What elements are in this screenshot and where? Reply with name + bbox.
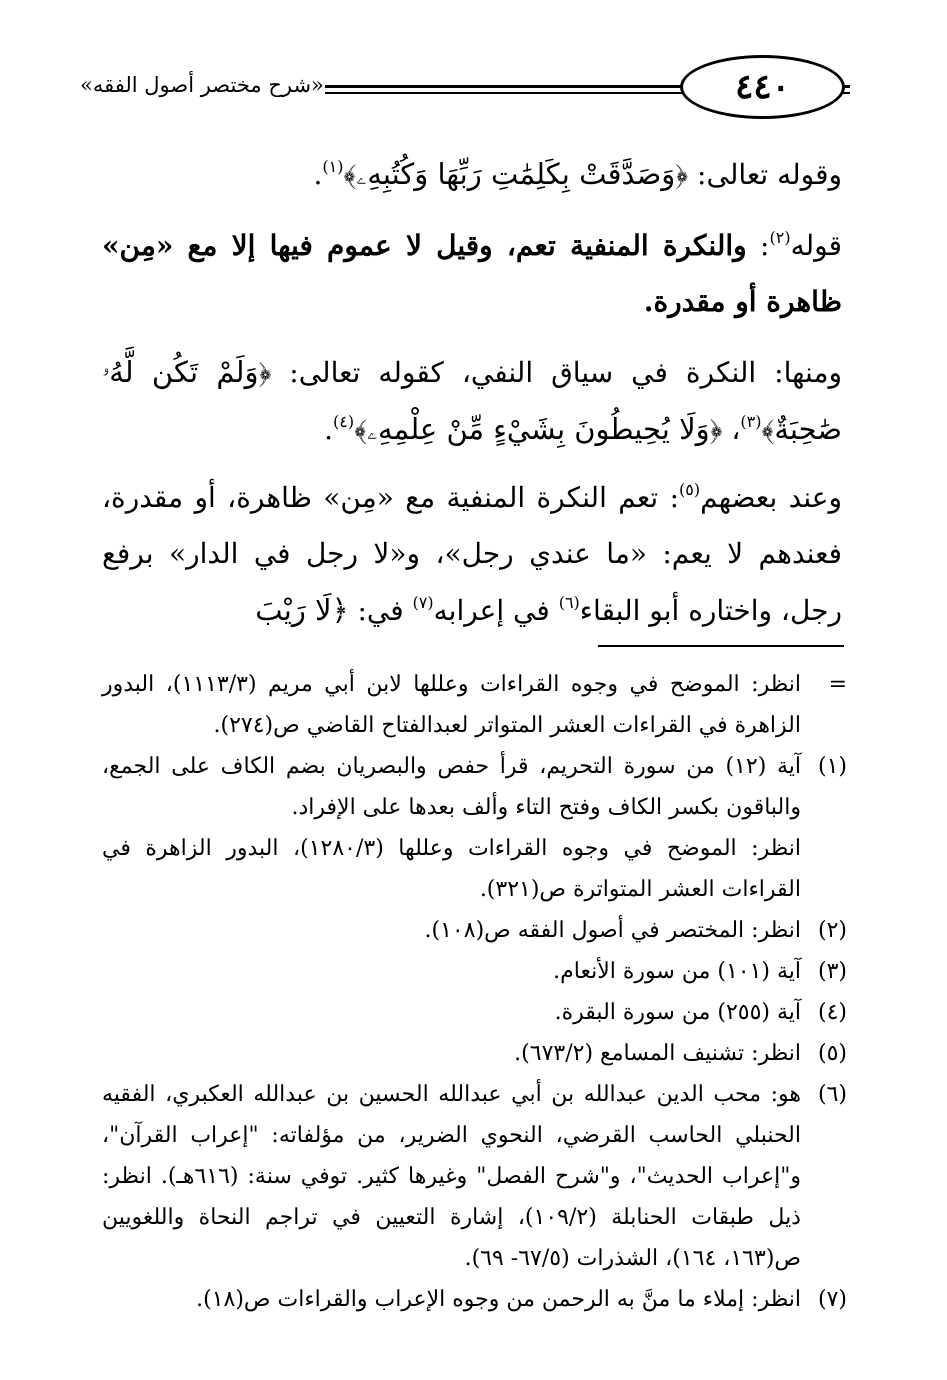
text: قوله	[790, 229, 842, 262]
footnote-line: انظر: الموضح في وجوه القراءات وعللها لابن أبي مريم (١١١٣/٣)، البدور الزاهرة في القراءات العشر المتواتر لعبدالفتاح القاضي ص(٢٧٤).	[102, 672, 801, 738]
page-number: ٤٤٠	[680, 55, 845, 119]
text: :	[746, 229, 770, 262]
footnote-number: =	[828, 672, 847, 697]
footnote-line: انظر: تشنيف المسامع (٦٧٣/٢).	[514, 1041, 801, 1066]
footnote-separator	[598, 645, 844, 647]
paragraph-2	[102, 218, 842, 330]
matn-text: والنكرة المنفية تعم، وقيل لا عموم فيها إلا مع «مِن» ظاهرة أو مقدرة.	[102, 229, 842, 318]
footnote-text	[102, 664, 801, 746]
paragraph-4	[102, 470, 842, 639]
footnote-line: هو: محب الدين عبدالله بن أبي عبدالله الحسين بن عبدالله العكبري، الفقيه الحنبلي الحاسب القرضي، النحوي الضرير، من مؤلفاته: "إعراب القرآن"، و"إعراب الحديث"، و"شرح الفصل" وغيرها كثير. توفي سنة: (٦١٦هـ). انظر: ذيل طبقات الحنابلة (١٠٩/٢)، إشارة التعيين في تراجم النحاة واللغويين ص(١٦٣، ١٦٤)، الشذرات (٦٧/٥- ٦٩).	[102, 1082, 801, 1271]
footnote-line: آية (١٢) من سورة التحريم، قرأ حفص والبصريان بضم الكاف على الجمع، والباقون بكسر الكاف وفتح التاء وألف بعدها على الإفراد.	[102, 754, 801, 820]
footnote-line: آية (١٠١) من سورة الأنعام.	[553, 959, 801, 984]
footnote-line: انظر: المختصر في أصول الفقه ص(١٠٨).	[424, 918, 801, 943]
footnote-text	[102, 910, 801, 951]
footnote-item	[102, 1033, 847, 1074]
footnote-number: (٤)	[817, 1000, 847, 1025]
quran-verse: ﴿وَلَا يُحِيطُونَ بِشَيْءٍ مِّنْ عِلْمِهِۦ﴾	[354, 412, 723, 446]
footnote-ref[interactable]: (٥)	[679, 480, 701, 499]
footnote-ref[interactable]: (٧)	[412, 593, 434, 612]
text: وعند بعضهم	[700, 481, 842, 514]
footnote-item	[102, 664, 847, 746]
footnote-ref[interactable]: (١)	[322, 157, 344, 176]
quran-verse: ﴿وَصَدَّقَتْ بِكَلِمَٰتِ رَبِّهَا وَكُتُبِهِۦ﴾	[343, 157, 689, 191]
footnote-item	[102, 951, 847, 992]
footnote-text	[102, 1033, 801, 1074]
footnote-line: آية (٢٥٥) من سورة البقرة.	[554, 1000, 801, 1025]
footnote-item	[102, 992, 847, 1033]
text: ومنها: النكرة في سياق النفي، كقوله تعالى:	[271, 356, 842, 389]
footnotes	[102, 664, 847, 1320]
footnote-number: (٢)	[817, 918, 847, 943]
footnote-number: (٣)	[817, 959, 847, 984]
footnote-text	[102, 1074, 801, 1279]
quran-verse: ﴿وَلَمْ تَكُن لَّهُۥ صَٰحِبَةٌ﴾	[102, 355, 842, 446]
footnote-text	[102, 951, 801, 992]
footnote-text	[102, 1279, 801, 1320]
footnote-item	[102, 910, 847, 951]
footnote-item	[102, 1074, 847, 1279]
footnote-ref[interactable]: (٢)	[769, 228, 791, 247]
footnote-item	[102, 1279, 847, 1320]
text: .	[324, 413, 334, 446]
page-header	[80, 45, 850, 135]
text: في إعرابه	[433, 594, 559, 627]
text: في:	[348, 594, 413, 627]
footnote-ref[interactable]: (٦)	[558, 593, 580, 612]
footnote-number: (١)	[817, 754, 847, 779]
text: .	[313, 158, 323, 191]
footnote-text	[102, 746, 801, 910]
text: ،	[722, 413, 741, 446]
text: وقوله تعالى:	[688, 158, 842, 191]
footnote-ref[interactable]: (٣)	[740, 412, 762, 431]
footnote-line: انظر: إملاء ما منَّ به الرحمن من وجوه الإعراب والقراءات ص(١٨).	[196, 1287, 801, 1312]
footnote-number: (٥)	[817, 1041, 847, 1066]
footnote-number: (٧)	[817, 1287, 847, 1312]
paragraph-3	[102, 344, 842, 458]
quran-verse: ﴿لَا رَيْبَ	[255, 593, 349, 627]
footnote-number: (٦)	[817, 1082, 847, 1107]
footnote-ref[interactable]: (٤)	[333, 412, 355, 431]
footnote-item	[102, 746, 847, 910]
footnote-line: انظر: الموضح في وجوه القراءات وعللها (١٢٨٠/٣)، البدور الزاهرة في القراءات العشر المتواترة ص(٣٢١).	[102, 836, 801, 902]
text: : تعم النكرة المنفية مع «مِن» ظاهرة، أو مقدرة، فعندهم لا يعم: «ما عندي رجل»، و«لا رجل في الدار» برفع رجل، واختاره أبو البقاء	[102, 481, 842, 627]
running-title: «شرح مختصر أصول الفقه»	[80, 73, 324, 97]
paragraph-1	[102, 146, 842, 203]
footnote-text	[102, 992, 801, 1033]
